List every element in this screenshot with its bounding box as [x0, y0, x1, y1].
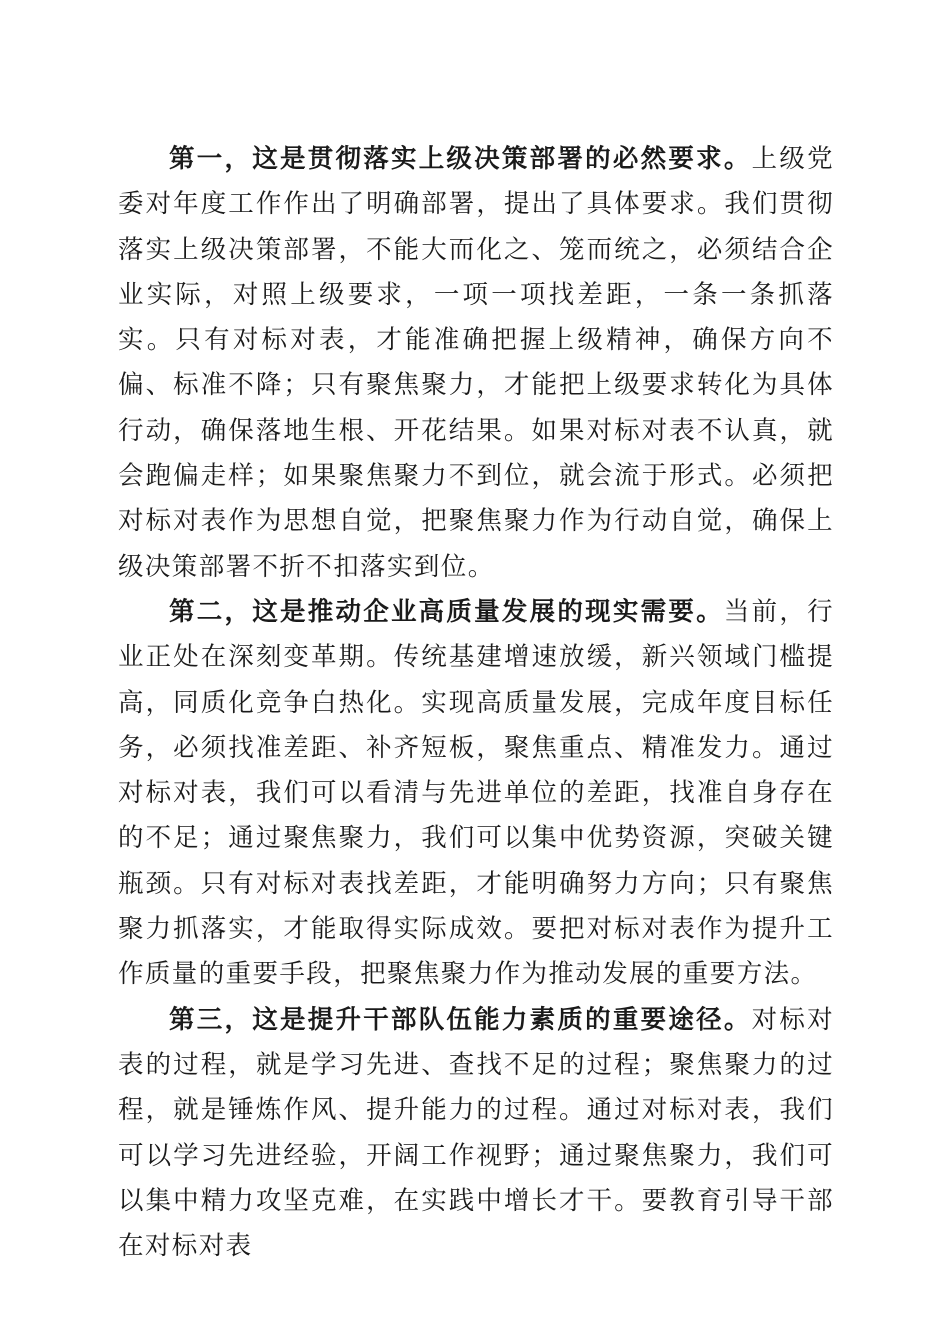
paragraph-second-body: 当前，行业正处在深刻变革期。传统基建增速放缓，新兴领域门槛提高，同质化竞争白热化。实现高质量发展，完成年度目标任务，必须找准差距、补齐短板，聚焦重点、精准发力。通过对标对表，我们可以看清与先进单位的差距，找准自身存在的不足；通过聚焦聚力，我们可以集中优势资源，突破关键瓶颈。只有对标对表找差距，才能明确努力方向；只有聚焦聚力抓落实，才能取得实际成效。要把对标对表作为提升工作质量的重要手段，把聚焦聚力作为推动发展的重要方法。	[118, 596, 834, 990]
paragraph-third-body: 对标对表的过程，就是学习先进、查找不足的过程；聚焦聚力的过程，就是锤炼作风、提升能力的过程。通过对标对表，我们可以学习先进经验，开阔工作视野；通过聚焦聚力，我们可以集中精力攻坚克难，在实践中增长才干。要教育引导干部在对标对表	[118, 1004, 834, 1262]
paragraph-second-lead: 第二，这是推动企业高质量发展的现实需要。	[169, 596, 724, 627]
paragraph-third-lead: 第三，这是提升干部队伍能力素质的重要途径。	[169, 1004, 752, 1035]
paragraph-second	[118, 590, 834, 998]
paragraph-first-lead: 第一，这是贯彻落实上级决策部署的必然要求。	[169, 144, 752, 174]
document-body	[118, 137, 834, 1269]
paragraph-first-body: 上级党委对年度工作作出了明确部署，提出了具体要求。我们贯彻落实上级决策部署，不能大而化之、笼而统之，必须结合企业实际，对照上级要求，一项一项找差距，一条一条抓落实。只有对标对表，才能准确把握上级精神，确保方向不偏、标准不降；只有聚焦聚力，才能把上级要求转化为具体行动，确保落地生根、开花结果。如果对标对表不认真，就会跑偏走样；如果聚焦聚力不到位，就会流于形式。必须把对标对表作为思想自觉，把聚焦聚力作为行动自觉，确保上级决策部署不折不扣落实到位。	[118, 144, 834, 582]
paragraph-first	[118, 137, 834, 590]
paragraph-third	[118, 998, 834, 1270]
